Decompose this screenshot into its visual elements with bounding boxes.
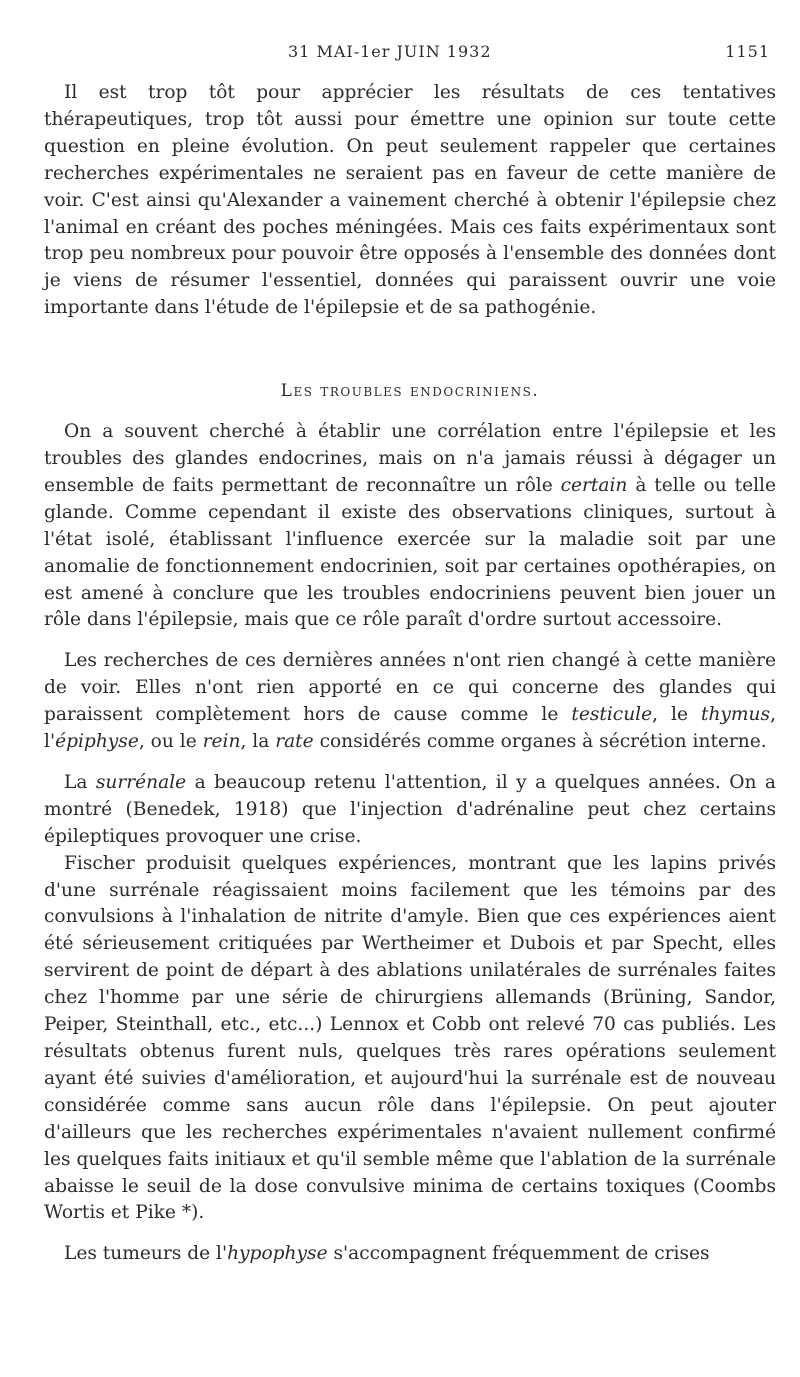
paragraph-6: Les tumeurs de l'hypophyse s'accompagnent fréquemment de crises xyxy=(64,1243,710,1265)
paragraph-1: Il est trop tôt pour apprécier les résultats de ces tentatives thérapeutiques, trop tôt aussi pour émettre une opinion sur toute cette question en pleine évolution. On peut seulement rappeler que certaines recherches expérimentales ne seraient pas en faveur de cette manière de voir. C'est ainsi qu'Alexander a vainement cherché à obtenir l'épilepsie chez l'animal en créant des poches méningées. Mais ces faits expérimentaux sont trop peu nombreux pour pouvoir être opposés à l'ensemble des données dont je viens de résumer l'essentiel, données qui paraissent ouvrir une voie importante dans l'étude de l'épilepsie et de sa pathogénie. xyxy=(44,82,776,319)
paragraph-2: On a souvent cherché à établir une corrélation entre l'épilepsie et les troubles des glandes endocrines, mais on n'a jamais réussi à dégager un ensemble de faits permettant de reconnaître un rôle certain à telle ou telle glande. Comme cependant il existe des observations cliniques, surtout à l'état isolé, établissant l'influence exercée sur la maladie soit par une anomalie de fonctionnement endocrinien, soit par certaines opothérapies, on est amené à conclure que les troubles endocriniens peuvent bien jouer un rôle dans l'épilepsie, mais que ce rôle paraît d'ordre surtout accessoire. xyxy=(44,421,776,631)
page-number: 1151 xyxy=(725,42,770,61)
body-text xyxy=(44,80,776,1268)
section-title: Les troubles endocriniens. xyxy=(280,381,540,402)
paragraph-3: Les recherches de ces dernières années n'ont rien changé à cette manière de voir. Elles n'ont rien apporté en ce qui concerne des glandes qui paraissent complètement hors de cause comme le testicule, le thymus, l'épiphyse, ou le rein, la rate considérés comme organes à sécrétion interne. xyxy=(44,650,776,753)
paragraph-5: Fischer produisit quelques expériences, montrant que les lapins privés d'une surrénale réagissaient moins facilement que les témoins par des convulsions à l'inhalation de nitrite d'amyle. Bien que ces expériences aient été sérieusement critiquées par Wertheimer et Dubois et par Specht, elles servirent de point de départ à des ablations unilatérales de surrénales faites chez l'homme par une série de chirurgiens allemands (Brüning, Sandor, Peiper, Steinthall, etc., etc...) Lennox et Cobb ont relevé 70 cas publiés. Les résultats obtenus furent nuls, quelques très rares opérations seulement ayant été suivies d'amélioration, et aujourd'hui la surrénale est de nouveau considérée comme sans aucun rôle dans l'épilepsie. On peut ajouter d'ailleurs que les recherches expérimentales n'avaient nullement confirmé les quelques faits initiaux et qu'il semble même que l'ablation de la surrénale abaisse le seuil de la dose convulsive minima de certains toxiques (Coombs Wortis et Pike *). xyxy=(44,852,776,1224)
running-header xyxy=(0,42,800,66)
paragraph-4: La surrénale a beaucoup retenu l'attention, il y a quelques années. On a montré (Benedek, 1918) que l'injection d'adrénaline peut chez certains épileptiques provoquer une crise. xyxy=(44,771,776,847)
header-date: 31 MAI-1er JUIN 1932 xyxy=(288,42,492,61)
